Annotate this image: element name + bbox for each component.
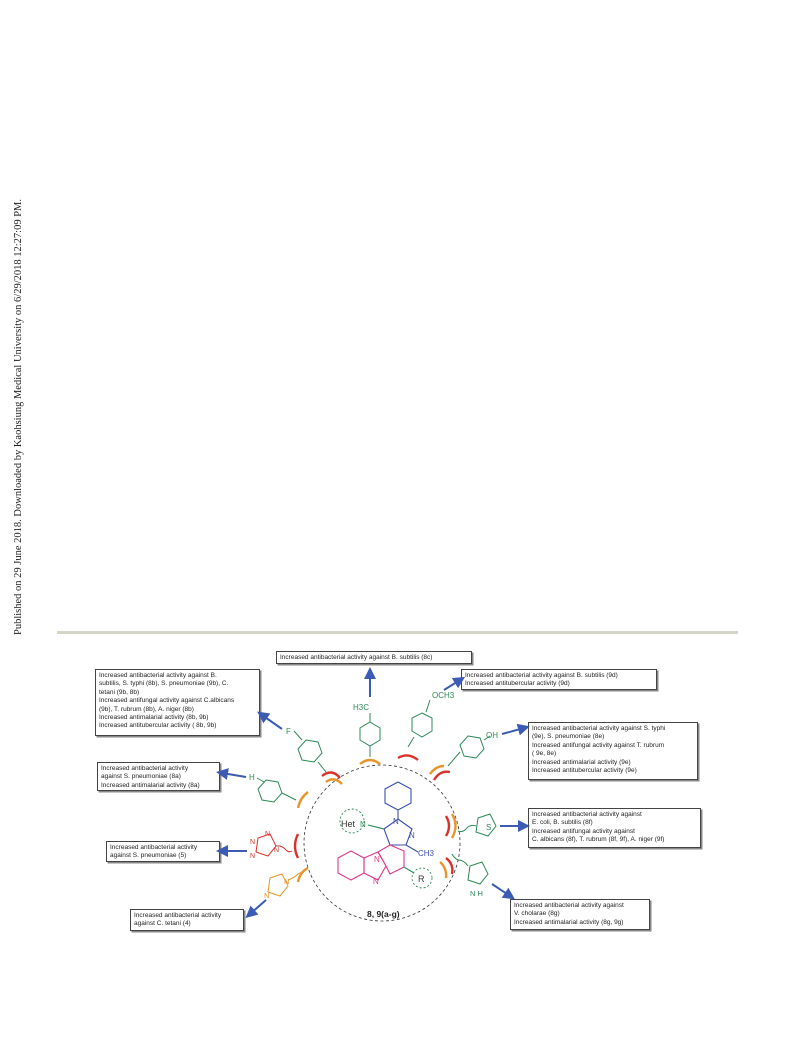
box-line: Increased antimalarial activity (8g, 9g): [514, 918, 624, 926]
ring-n-bottom-label: N: [373, 877, 379, 886]
methyl-bond: [406, 845, 418, 852]
phenyl-arrow: [222, 773, 246, 777]
box-line: Increased antimalarial activity (8a): [101, 781, 200, 789]
pyrrole-arc-outer: [440, 862, 446, 878]
triazole-n2-label: N: [250, 839, 256, 846]
phenyl-h-label: H: [249, 773, 255, 782]
methyl-label: CH3: [418, 849, 435, 858]
r-label: R: [418, 874, 425, 884]
box-line: Increased antibacterial activity: [134, 912, 222, 919]
r-bond: [404, 867, 414, 873]
hydroxyphenyl-substituent: [448, 736, 490, 766]
box-line: against C. tetani (4): [134, 920, 191, 928]
pyrazole-n2-label: N: [409, 831, 415, 840]
ring-n-top-label: N: [374, 855, 380, 864]
box-line: Increased antitubercular activity (9d): [465, 680, 570, 688]
core-phenyl-ring: [384, 782, 412, 845]
box-line: (9e), S. pneumoniae (8e): [532, 733, 605, 741]
core-dashed-circle: [304, 765, 460, 921]
pyrrole-nh-label: N H: [470, 889, 483, 898]
box-line: Increased antimalarial activity (8b, 9b): [99, 714, 209, 722]
triazole-n1-label: N: [265, 831, 271, 838]
box-line: against S. pneumoniae (5): [110, 852, 187, 860]
imidazole-n2-label: N: [264, 891, 270, 900]
fluoro-label: F: [286, 727, 291, 736]
tolyl-h3c-label: H3C: [353, 703, 370, 712]
methoxy-arc: [398, 755, 418, 760]
box-line: ( 9e, 8e): [532, 750, 557, 758]
methoxyphenyl-substituent: [408, 700, 432, 747]
tolyl-substituent: [360, 713, 380, 757]
fluoro-arc: [322, 772, 340, 778]
pyrazole-n1-label: N: [393, 817, 399, 826]
box-line: Increased antifungal activity against: [532, 827, 635, 835]
triazole-arc: [295, 834, 298, 858]
hydroxy-arc: [434, 772, 450, 780]
box-line: Increased antibacterial activity: [101, 765, 189, 772]
box-line: E. coli, B. subtilis (8f): [532, 819, 593, 827]
box-line: Increased antitubercular activity (9e): [532, 767, 637, 775]
box-line: Increased antibacterial activity against: [514, 902, 624, 909]
box-line: Increased antibacterial activity: [110, 844, 198, 851]
thienyl-arc-outer: [452, 814, 456, 838]
het-label: Het: [341, 819, 356, 829]
methoxy-arrow: [444, 680, 460, 690]
het-n-label: N: [360, 820, 366, 829]
box-line: Increased antifungal activity against C.albicans: [99, 697, 235, 705]
thienyl-arc: [446, 816, 449, 836]
box-line: Increased antibacterial activity against S. typhi: [532, 725, 666, 732]
box-line: Increased antibacterial activity against B. subtilis (8c): [280, 654, 433, 661]
fluoro-arrow: [262, 715, 282, 729]
box-line: Increased antibacterial activity against B.: [99, 672, 217, 679]
triazole-n4-label: N: [274, 847, 280, 854]
publication-watermark: Published on 29 June 2018. Downloaded by Kaohsiung Medical University on 6/29/2018 12:27:09 PM.: [13, 198, 24, 635]
box-line: Increased antifungal activity against T. rubrum: [532, 741, 665, 749]
box-line: C. albicans (8f), T. rubrum (8f, 9f), A. niger (9f): [532, 836, 665, 844]
box-line: Increased antibacterial activity against: [532, 811, 642, 818]
hydroxy-label: OH: [486, 731, 498, 740]
fluorophenyl-substituent: [294, 731, 326, 772]
box-line: Increased antitubercular activity ( 8b, 9b): [99, 722, 217, 730]
phenyl-arc: [298, 792, 308, 808]
core-fused-rings: [338, 845, 404, 880]
hydroxy-arrow: [502, 728, 524, 734]
pyrrole-arrow: [492, 884, 510, 896]
methoxy-label: OCH3: [432, 691, 455, 700]
box-line: Increased antibacterial activity against B. subtilis (9d): [465, 672, 618, 679]
thienyl-s-label: S: [486, 823, 492, 832]
imidazole-arc: [298, 868, 308, 882]
compound-label: 8, 9(a-g): [367, 909, 400, 919]
box-line: Increased antimalarial activity (9e): [532, 758, 631, 766]
imidazole-arrow: [250, 900, 266, 914]
triazole-n3-label: N: [250, 853, 256, 860]
box-line: subtilis, S. typhi (8b), S. pneumoniae (9b), C.: [99, 680, 229, 688]
box-line: tetani (9b, 8b): [99, 688, 140, 696]
pyrrole-substituent: [452, 854, 488, 884]
box-line: V. cholarae (8g): [514, 910, 560, 918]
phenyl-substituent: [257, 778, 296, 802]
box-line: (9b), T. rubrum (8b), A. niger (8b): [99, 705, 194, 713]
imidazole-n1-label: N: [284, 877, 290, 886]
tolyl-arc: [360, 760, 380, 764]
het-bond: [368, 825, 384, 829]
box-line: against S. pneumoniae (8a): [101, 773, 181, 781]
